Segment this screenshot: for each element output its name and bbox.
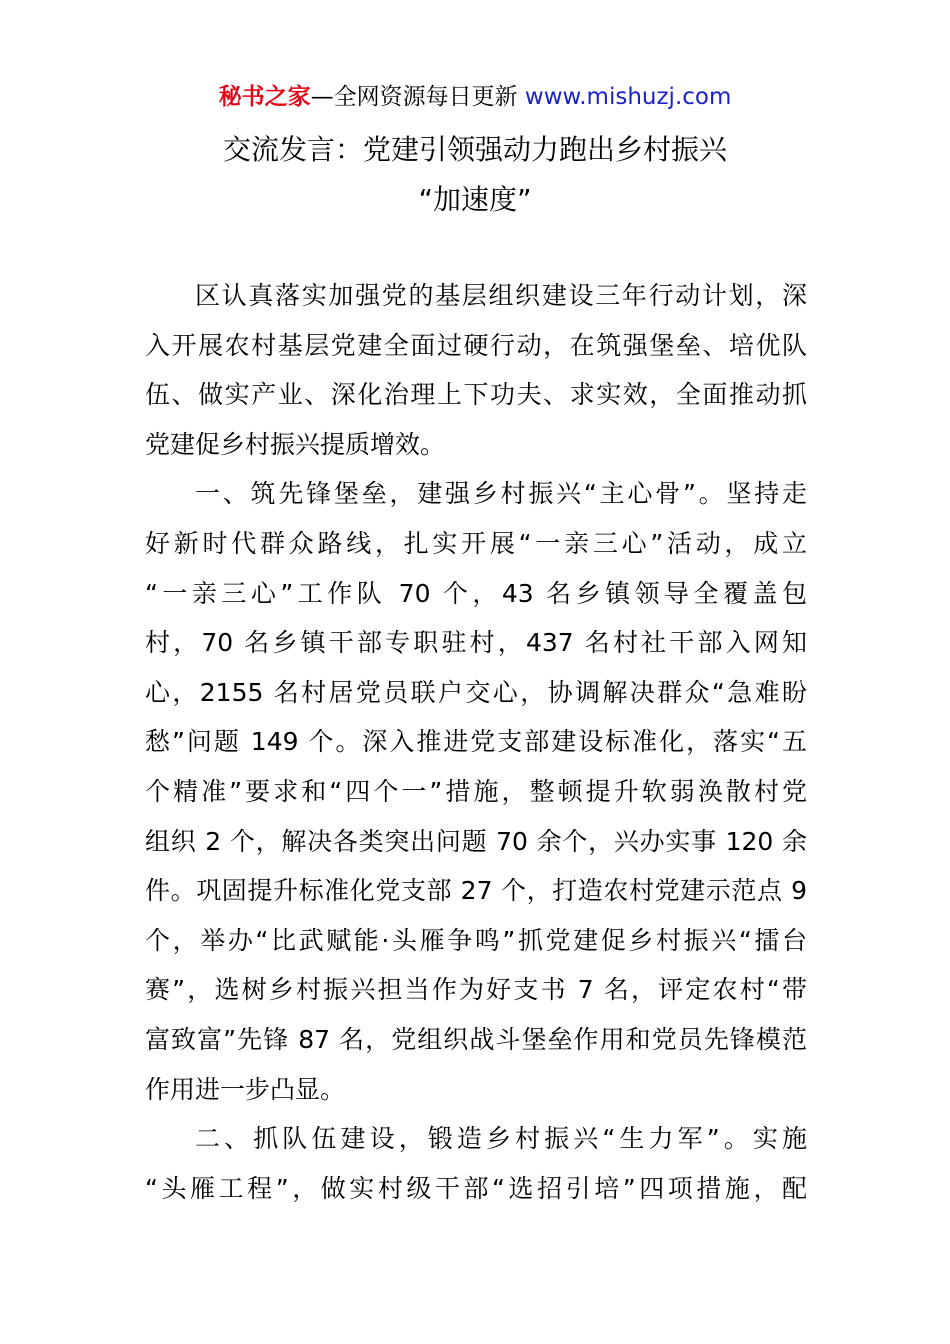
paragraph-2-line: 一、筑先锋堡垒，建强乡村振兴“主心骨”。坚持走 (195, 479, 807, 509)
paragraph-2-line: 心，2155 名村居党员联户交心，协调解决群众“急难盼 (145, 677, 807, 707)
brand-name: 秘书之家 (218, 84, 311, 110)
document-title-line-1: 交流发言：党建引领强动力跑出乡村振兴 (222, 133, 727, 166)
paragraph-1-line: 党建促乡村振兴提质增效。 (145, 429, 446, 459)
paragraph-2-line: 赛”，选树乡村振兴担当作为好支书 7 名，评定农村“带 (145, 975, 807, 1005)
paragraph-2-line: 村，70 名乡镇干部专职驻村，437 名村社干部入网知 (145, 628, 807, 658)
paragraph-1-line: 入开展农村基层党建全面过硬行动，在筑强堡垒、培优队 (145, 330, 807, 360)
paragraph-1-line: 伍、做实产业、深化治理上下功夫、求实效，全面推动抓 (145, 380, 807, 410)
document-title-line-2: “加速度” (418, 183, 532, 216)
paragraph-2-line: 个精准”要求和“四个一”措施，整顿提升软弱涣散村党 (145, 776, 807, 806)
paragraph-3-line: “头雁工程”，做实村级干部“选招引培”四项措施，配 (145, 1173, 807, 1203)
paragraph-2-line: “一亲三心”工作队 70 个，43 名乡镇领导全覆盖包 (145, 578, 807, 608)
paragraph-2-line: 愁”问题 149 个。深入推进党支部建设标准化，落实“五 (145, 727, 807, 757)
document-body (145, 279, 807, 1221)
paragraph-2-line: 组织 2 个，解决各类突出问题 70 余个，兴办实事 120 余 (145, 826, 807, 856)
paragraph-2-line: 富致富”先锋 87 名，党组织战斗堡垒作用和党员先锋模范 (145, 1024, 807, 1054)
paragraph-2-line: 作用进一步凸显。 (145, 1074, 346, 1104)
paragraph-2-line: 个，举办“比武赋能·头雁争鸣”抓党建促乡村振兴“擂台 (145, 925, 807, 955)
header-tagline: —全网资源每日更新 (310, 84, 525, 110)
paragraph-1-line: 区认真落实加强党的基层组织建设三年行动计划，深 (195, 281, 807, 310)
paragraph-2-line: 件。巩固提升标准化党支部 27 个，打造农村党建示范点 9 (145, 876, 807, 906)
paragraph-3-line: 二、抓队伍建设，锻造乡村振兴“生力军”。实施 (195, 1124, 807, 1154)
site-url[interactable]: www.mishuzj.com (524, 84, 732, 110)
site-header (0, 80, 950, 114)
paragraph-2-line: 好新时代群众路线，扎实开展“一亲三心”活动，成立 (145, 528, 807, 558)
